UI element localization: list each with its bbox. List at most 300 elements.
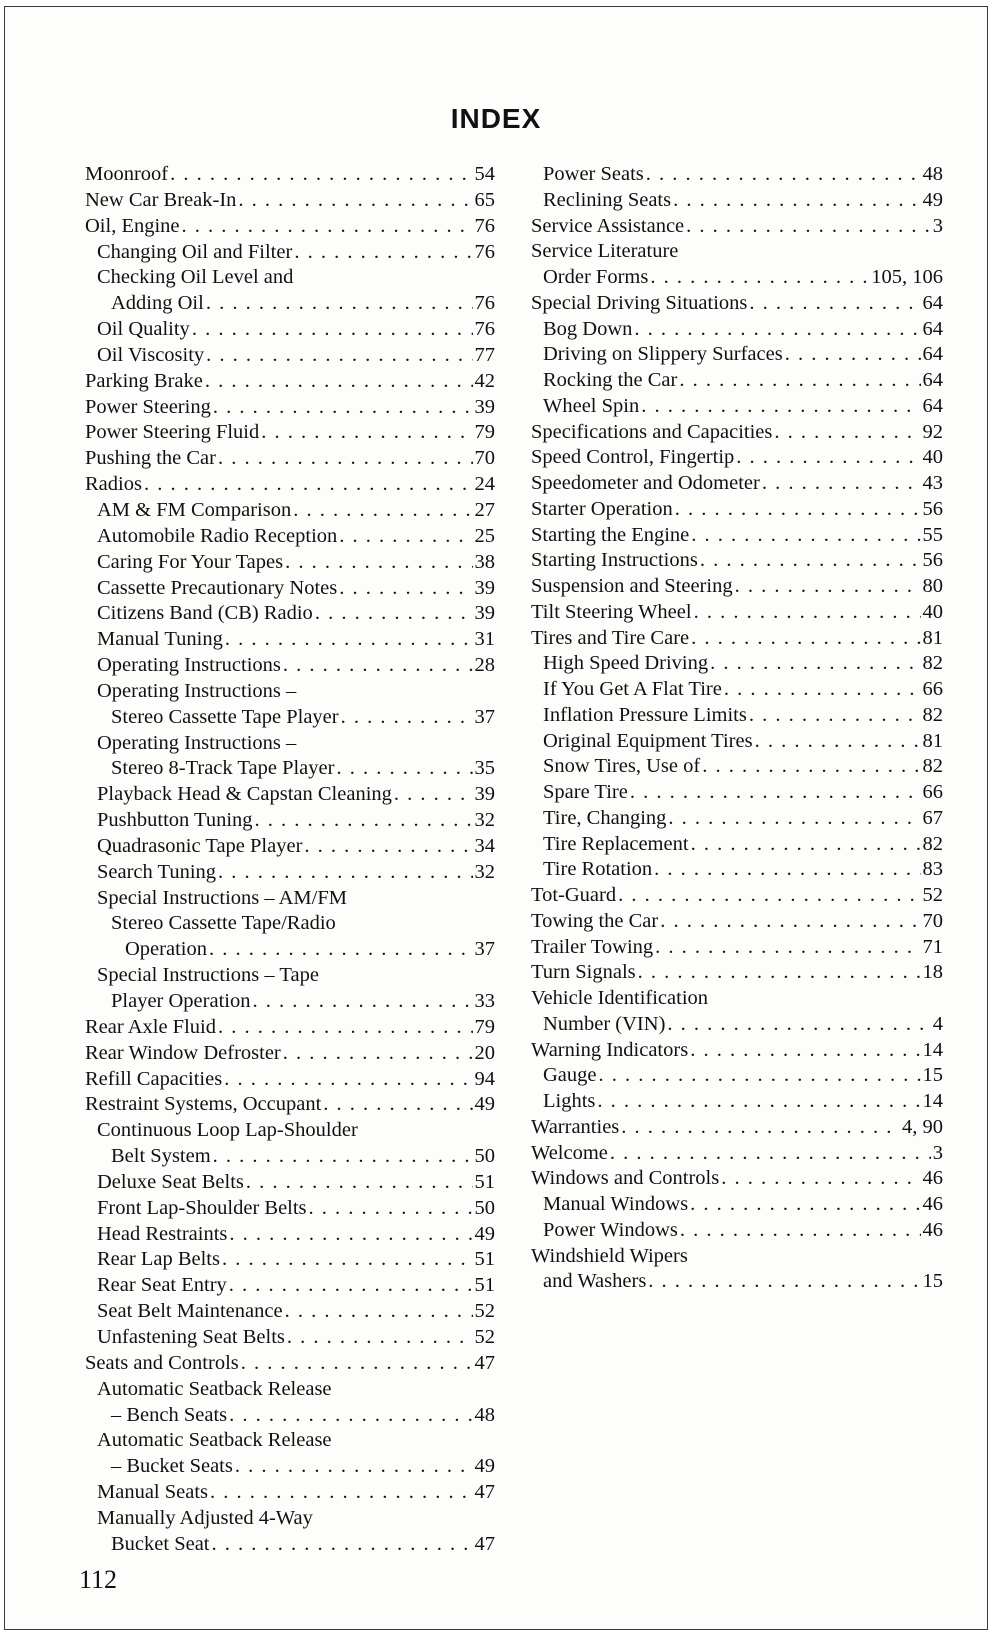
index-entry-label: Automatic Seatback Release — [97, 1377, 332, 1400]
index-entry-label: Tilt Steering Wheel — [531, 600, 692, 623]
index-entry-label: Playback Head & Capstan Cleaning — [97, 783, 392, 806]
index-entry-label: Automobile Radio Reception — [97, 524, 338, 547]
index-entry — [531, 857, 943, 883]
index-entry-page: 14 — [922, 1090, 943, 1112]
index-entry — [531, 1012, 943, 1038]
index-entry-page: 4, 90 — [902, 1115, 943, 1138]
index-entry-label: Warning Indicators — [531, 1038, 689, 1061]
dot-leader — [213, 1144, 473, 1170]
index-entry-page: 49 — [922, 188, 943, 211]
index-entry-page: 49 — [474, 1222, 495, 1245]
dot-leader — [724, 677, 921, 703]
index-entry-label: Manual Tuning — [97, 628, 223, 651]
index-entry-label: Seat Belt Maintenance — [97, 1300, 283, 1323]
dot-leader — [182, 214, 473, 240]
index-entry — [85, 756, 495, 782]
index-entry — [531, 1269, 943, 1295]
index-entry-label: Special Instructions – AM/FM — [97, 886, 347, 909]
index-entry-label: Bog Down — [543, 317, 633, 340]
index-entry-page: 76 — [474, 240, 495, 263]
index-entry-label: Changing Oil and Filter — [97, 240, 293, 263]
index-entry-page: 20 — [474, 1041, 495, 1064]
dot-leader — [206, 343, 472, 369]
dot-leader — [341, 705, 473, 731]
dot-leader — [774, 420, 920, 446]
dot-leader — [690, 1038, 920, 1064]
index-entry — [531, 368, 943, 394]
index-entry-label: Power Steering Fluid — [85, 421, 260, 444]
index-entry — [531, 291, 943, 317]
index-entry — [531, 1141, 943, 1167]
dot-leader — [229, 1222, 472, 1248]
index-entry-page: 40 — [922, 600, 943, 623]
dot-leader — [675, 497, 921, 523]
index-entry-label: Stereo 8-Track Tape Player — [111, 757, 335, 780]
index-entry-page: 54 — [474, 163, 495, 185]
index-entry-label: Player Operation — [111, 990, 251, 1012]
index-entry — [531, 651, 943, 677]
index-entry — [85, 679, 495, 705]
index-entry — [531, 960, 943, 986]
index-entry-label: Tire Rotation — [543, 858, 653, 881]
index-entry — [531, 574, 943, 600]
index-entry-label: Rear Seat Entry — [97, 1274, 227, 1297]
index-entry — [85, 420, 495, 446]
index-entry-page: 46 — [922, 1218, 943, 1241]
index-entry — [85, 576, 495, 602]
index-page — [4, 6, 988, 1630]
index-entry-label: Pushbutton Tuning — [97, 809, 253, 832]
index-entry-label: Inflation Pressure Limits — [543, 703, 747, 726]
index-entry-page: 46 — [922, 1193, 943, 1215]
index-entry-label: Power Steering — [85, 395, 211, 418]
dot-leader — [691, 523, 920, 549]
dot-leader — [650, 265, 869, 291]
dot-leader — [654, 857, 920, 883]
index-entry-label: Operation — [125, 938, 207, 961]
index-entry — [85, 653, 495, 679]
index-entry-label: New Car Break-In — [85, 188, 237, 211]
index-entry-page: 55 — [922, 523, 943, 546]
dot-leader — [144, 472, 473, 498]
index-entry — [85, 291, 495, 317]
index-entry-page: 37 — [474, 705, 495, 728]
index-entry-label: and Washers — [543, 1270, 647, 1293]
index-entry — [531, 1115, 943, 1141]
index-entry-label: Checking Oil Level and — [97, 266, 294, 289]
dot-leader — [315, 601, 473, 627]
index-entry-page: 52 — [474, 1325, 495, 1348]
index-entry-label: Rocking the Car — [543, 369, 678, 391]
index-entry-page: 48 — [922, 163, 943, 185]
index-entry — [85, 395, 495, 421]
index-entry-label: Spare Tire — [543, 781, 628, 803]
index-entry — [85, 162, 495, 188]
index-entry-page: 79 — [474, 1015, 495, 1038]
index-entry-label: Windows and Controls — [531, 1167, 720, 1190]
index-entry-label: Driving on Slippery Surfaces — [543, 343, 783, 366]
index-entry — [85, 937, 495, 963]
index-entry — [531, 806, 943, 832]
dot-leader — [192, 317, 473, 343]
index-entry — [85, 911, 495, 937]
index-entry-page: 39 — [474, 576, 495, 599]
index-entry-page: 39 — [474, 602, 495, 625]
index-entry — [85, 1428, 495, 1454]
dot-leader — [648, 1269, 920, 1295]
index-entry-label: Starter Operation — [531, 497, 673, 520]
index-entry — [85, 1506, 495, 1532]
index-entry-page: 76 — [474, 214, 495, 237]
dot-leader — [261, 420, 472, 446]
index-entry-page: 24 — [474, 473, 495, 496]
dot-leader — [238, 188, 472, 214]
index-entry-label: Manual Windows — [543, 1193, 689, 1215]
dot-leader — [673, 188, 920, 214]
index-entry — [85, 1325, 495, 1351]
dot-leader — [209, 937, 473, 963]
index-entry-page: 64 — [922, 343, 943, 366]
dot-leader — [339, 524, 472, 550]
index-entry-page: 64 — [922, 394, 943, 417]
dot-leader — [597, 1089, 920, 1115]
index-entry-label: Rear Window Defroster — [85, 1041, 281, 1064]
index-entry — [85, 498, 495, 524]
index-entry-label: Special Driving Situations — [531, 291, 748, 314]
index-entry-page: 82 — [922, 755, 943, 778]
index-entry-label: Snow Tires, Use of — [543, 755, 701, 778]
index-entry — [531, 317, 943, 343]
dot-leader — [229, 1403, 472, 1429]
index-entry-page: 52 — [922, 884, 943, 906]
index-entry — [531, 523, 943, 549]
index-entry-label: Special Instructions – Tape — [97, 964, 319, 987]
dot-leader — [218, 860, 472, 886]
index-entry-page: 64 — [922, 369, 943, 391]
index-entry-page: 33 — [474, 990, 495, 1012]
dot-leader — [309, 1196, 473, 1222]
index-entry — [531, 883, 943, 909]
index-entry-page: 50 — [474, 1196, 495, 1219]
index-entry — [85, 1299, 495, 1325]
index-entry-page: 47 — [474, 1532, 495, 1555]
dot-leader — [702, 754, 920, 780]
index-entry-label: Power Windows — [543, 1218, 678, 1241]
dot-leader — [735, 574, 921, 600]
index-entry-label: Unfastening Seat Belts — [97, 1325, 285, 1348]
index-entry-page: 34 — [474, 834, 495, 857]
index-entry-page: 51 — [474, 1170, 495, 1193]
index-entry — [85, 1196, 495, 1222]
index-entry-label: Tire Replacement — [543, 832, 689, 855]
index-entry — [531, 780, 943, 806]
index-entry-page: 38 — [474, 550, 495, 573]
dot-leader — [646, 162, 921, 188]
dot-leader — [749, 703, 921, 729]
index-entry-page: 47 — [474, 1351, 495, 1374]
dot-leader — [679, 368, 920, 394]
index-entry-label: – Bench Seats — [111, 1403, 228, 1426]
index-column-right — [531, 162, 943, 1295]
index-entry-page: 83 — [922, 858, 943, 881]
dot-leader — [721, 1166, 920, 1192]
index-entry-page: 28 — [474, 654, 495, 677]
dot-leader — [599, 1063, 921, 1089]
index-entry-label: Oil Quality — [97, 318, 190, 341]
index-entry — [531, 832, 943, 858]
index-entry — [531, 394, 943, 420]
index-entry-page: 71 — [922, 935, 943, 958]
index-entry-label: Trailer Towing — [531, 935, 654, 958]
index-entry-page: 27 — [474, 498, 495, 521]
index-entry-page: 77 — [474, 343, 495, 366]
index-entry-label: Moonroof — [85, 163, 169, 185]
index-entry — [531, 935, 943, 961]
index-entry — [85, 369, 495, 395]
index-entry-page: 82 — [922, 832, 943, 855]
index-entry — [85, 1247, 495, 1273]
index-entry — [85, 214, 495, 240]
index-entry — [531, 1089, 943, 1115]
index-entry-page: 76 — [474, 292, 495, 315]
dot-leader — [252, 989, 472, 1015]
index-entry-page: 31 — [474, 628, 495, 651]
index-entry-page: 92 — [922, 420, 943, 443]
dot-leader — [736, 445, 920, 471]
index-entry — [85, 1351, 495, 1377]
index-entry — [531, 986, 943, 1012]
dot-leader — [667, 1012, 930, 1038]
index-entry-page: 46 — [922, 1167, 943, 1190]
index-entry — [531, 1038, 943, 1064]
index-entry-page: 56 — [922, 549, 943, 572]
index-entry-label: Tires and Tire Care — [531, 626, 690, 649]
index-entry — [531, 342, 943, 368]
dot-leader — [634, 317, 920, 343]
dot-leader — [339, 576, 472, 602]
index-entry-page: 81 — [922, 729, 943, 752]
index-entry — [85, 1170, 495, 1196]
dot-leader — [641, 394, 920, 420]
index-entry-label: Stereo Cassette Tape/Radio — [111, 912, 336, 935]
index-entry-label: Windshield Wipers — [531, 1244, 688, 1267]
index-entry-page: 48 — [474, 1403, 495, 1426]
dot-leader — [205, 369, 473, 395]
index-entry-page: 76 — [474, 318, 495, 341]
index-entry-page: 51 — [474, 1274, 495, 1297]
index-entry — [85, 834, 495, 860]
index-entry-page: 66 — [922, 678, 943, 700]
dot-leader — [294, 240, 472, 266]
dot-leader — [206, 291, 473, 317]
index-entry-label: Speedometer and Odometer — [531, 472, 760, 494]
index-entry — [531, 600, 943, 626]
index-entry-page: 50 — [474, 1145, 495, 1168]
dot-leader — [394, 782, 473, 808]
index-entry-page: 81 — [922, 626, 943, 649]
dot-leader — [660, 909, 920, 935]
dot-leader — [222, 1247, 473, 1273]
index-entry — [85, 601, 495, 627]
index-entry-page: 64 — [922, 317, 943, 340]
index-entry-label: Power Seats — [543, 163, 644, 185]
dot-leader — [285, 550, 472, 576]
index-entry-page: 15 — [922, 1270, 943, 1293]
index-entry-page: 82 — [922, 652, 943, 675]
index-entry-label: Front Lap-Shoulder Belts — [97, 1196, 307, 1219]
dot-leader — [241, 1351, 473, 1377]
index-entry — [531, 239, 943, 265]
index-entry — [85, 782, 495, 808]
index-entry-page: 15 — [922, 1064, 943, 1087]
index-entry-page: 42 — [474, 369, 495, 392]
dot-leader — [287, 1325, 473, 1351]
index-entry-page: 52 — [474, 1300, 495, 1323]
index-entry-label: High Speed Driving — [543, 652, 709, 675]
dot-leader — [283, 653, 473, 679]
dot-leader — [610, 1141, 931, 1167]
index-entry — [85, 963, 495, 989]
dot-leader — [293, 498, 472, 524]
index-entry — [531, 214, 943, 240]
index-entry-page: 49 — [474, 1093, 495, 1116]
index-entry-page: 67 — [922, 806, 943, 829]
index-entry-label: If You Get A Flat Tire — [543, 678, 722, 700]
index-entry-label: Adding Oil — [111, 292, 204, 315]
index-entry-page: 14 — [922, 1038, 943, 1061]
index-entry-page: 37 — [474, 938, 495, 961]
index-entry-label: Oil Viscosity — [97, 343, 205, 366]
dot-leader — [762, 471, 921, 497]
index-entry-page: 80 — [922, 575, 943, 597]
index-entry — [85, 240, 495, 266]
dot-leader — [691, 626, 920, 652]
index-entry-label: Towing the Car — [531, 909, 659, 932]
index-entry-label: Operating Instructions — [97, 654, 281, 677]
index-entry — [531, 445, 943, 471]
dot-leader — [686, 214, 931, 240]
index-entry-page: 105, 106 — [871, 266, 943, 288]
index-entry-label: Belt System — [111, 1145, 211, 1168]
dot-leader — [694, 600, 921, 626]
index-entry-label: Seats and Controls — [85, 1351, 239, 1374]
index-entry-label: Service Literature — [531, 240, 679, 263]
dot-leader — [785, 342, 921, 368]
index-entry-label: Manually Adjusted 4-Way — [97, 1506, 313, 1529]
dot-leader — [655, 935, 920, 961]
index-entry-label: Suspension and Steering — [531, 575, 733, 597]
dot-leader — [218, 1015, 473, 1041]
index-entry — [85, 1118, 495, 1144]
index-entry-label: Tot-Guard — [531, 884, 617, 906]
index-entry-label: Service Assistance — [531, 214, 685, 237]
index-entry-label: Original Equipment Tires — [543, 729, 753, 752]
index-entry — [85, 188, 495, 214]
page-title: INDEX — [450, 103, 542, 134]
index-entry — [531, 677, 943, 703]
index-entry — [85, 627, 495, 653]
dot-leader — [710, 651, 920, 677]
index-entry — [85, 472, 495, 498]
dot-leader — [255, 808, 473, 834]
index-entry-page: 3 — [932, 214, 943, 237]
dot-leader — [224, 1067, 472, 1093]
dot-leader — [749, 291, 920, 317]
index-entry — [531, 703, 943, 729]
index-entry-label: AM & FM Comparison — [97, 498, 292, 521]
dot-leader — [621, 1115, 900, 1141]
index-entry-page: 47 — [474, 1481, 495, 1504]
index-entry-label: Parking Brake — [85, 369, 203, 392]
index-entry — [531, 626, 943, 652]
index-entry-page: 4 — [932, 1012, 943, 1035]
index-entry-page: 79 — [474, 421, 495, 444]
dot-leader — [235, 1454, 473, 1480]
index-entry-label: Operating Instructions – — [97, 731, 297, 754]
index-entry-page: 64 — [922, 291, 943, 314]
index-entry-label: Oil, Engine — [85, 214, 180, 237]
index-entry — [531, 729, 943, 755]
index-entry — [85, 860, 495, 886]
index-entry — [85, 1144, 495, 1170]
index-entry-label: Pushing the Car — [85, 447, 216, 470]
index-entry — [85, 1015, 495, 1041]
dot-leader — [700, 548, 921, 574]
index-entry-label: Rear Axle Fluid — [85, 1015, 216, 1038]
index-entry — [85, 317, 495, 343]
index-entry — [531, 420, 943, 446]
index-entry-page: 32 — [474, 860, 495, 883]
index-entry — [85, 446, 495, 472]
index-entry-label: Number (VIN) — [543, 1012, 666, 1035]
index-entry — [85, 989, 495, 1015]
dot-leader — [323, 1092, 472, 1118]
index-entry-page: 35 — [474, 757, 495, 780]
index-entry — [85, 524, 495, 550]
index-entry — [85, 1403, 495, 1429]
index-entry-label: Cassette Precautionary Notes — [97, 576, 338, 599]
index-entry — [531, 548, 943, 574]
index-entry-label: Starting Instructions — [531, 549, 698, 572]
index-entry-label: Restraint Systems, Occupant — [85, 1093, 322, 1116]
index-entry-label: Operating Instructions – — [97, 679, 297, 702]
index-entry-label: Welcome — [531, 1141, 608, 1164]
index-entry — [85, 731, 495, 757]
index-entry — [531, 497, 943, 523]
index-entry-page: 70 — [922, 909, 943, 932]
index-entry-label: Tire, Changing — [543, 806, 667, 829]
index-entry-label: Order Forms — [543, 266, 649, 288]
index-entry — [85, 1377, 495, 1403]
index-entry-label: Search Tuning — [97, 860, 217, 883]
index-entry-page: 94 — [474, 1067, 495, 1090]
dot-leader — [210, 1480, 472, 1506]
index-entry-label: Bucket Seat — [111, 1532, 210, 1555]
dot-leader — [170, 162, 472, 188]
index-entry — [531, 265, 943, 291]
dot-leader — [691, 832, 921, 858]
dot-leader — [285, 1299, 473, 1325]
dot-leader — [755, 729, 921, 755]
index-entry-label: Specifications and Capacities — [531, 420, 773, 443]
index-entry-page: 70 — [474, 447, 495, 470]
dot-leader — [668, 806, 920, 832]
index-entry-page: 25 — [474, 524, 495, 547]
index-entry-label: Continuous Loop Lap-Shoulder — [97, 1119, 358, 1142]
index-entry — [531, 754, 943, 780]
dot-leader — [212, 1532, 473, 1558]
index-entry — [531, 1244, 943, 1270]
